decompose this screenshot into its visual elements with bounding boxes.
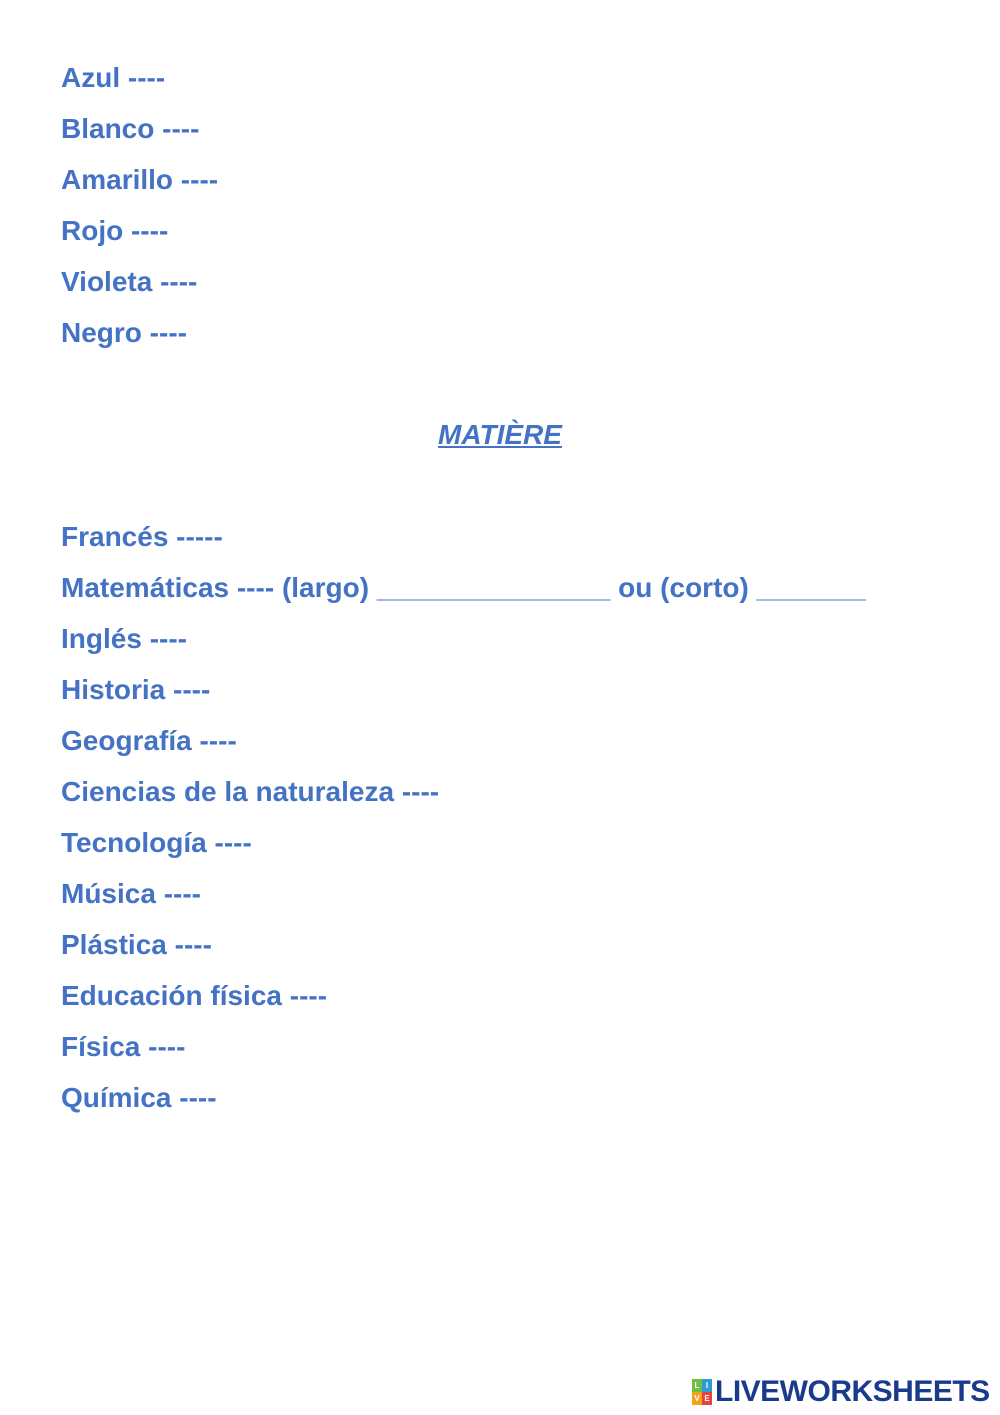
liveworksheets-logo bbox=[692, 1376, 990, 1408]
subject-item-fisica: Física ---- bbox=[61, 1031, 186, 1062]
color-item-amarillo: Amarillo ---- bbox=[61, 164, 219, 195]
subject-item-ciencias: Ciencias de la naturaleza ---- bbox=[61, 776, 440, 807]
color-item-azul: Azul ---- bbox=[61, 62, 166, 93]
subject-item-quimica: Química ---- bbox=[61, 1082, 217, 1113]
subject-item-tecnologia: Tecnología ---- bbox=[61, 827, 252, 858]
color-item-negro: Negro ---- bbox=[61, 317, 187, 348]
subject-item-musica: Música ---- bbox=[61, 878, 201, 909]
color-item-violeta: Violeta ---- bbox=[61, 266, 198, 297]
color-item-blanco: Blanco ---- bbox=[61, 113, 200, 144]
section-heading-matiere: MATIÈRE bbox=[438, 419, 562, 450]
subject-item-historia: Historia ---- bbox=[61, 674, 211, 705]
subject-item-ingles: Inglés ---- bbox=[61, 623, 187, 654]
liveworksheets-logo-text: LIVEWORKSHEETS bbox=[715, 1375, 990, 1408]
color-item-rojo: Rojo ---- bbox=[61, 215, 169, 246]
subject-item-matematicas: Matemáticas ---- (largo) _______________ ou (corto) _______ bbox=[61, 572, 866, 603]
subject-item-geografia: Geografía ---- bbox=[61, 725, 237, 756]
liveworksheets-logo-icon: L I V E bbox=[692, 1379, 712, 1405]
subject-item-plastica: Plástica ---- bbox=[61, 929, 212, 960]
subject-item-frances: Francés ----- bbox=[61, 521, 223, 552]
subject-item-educacion-fisica: Educación física ---- bbox=[61, 980, 328, 1011]
